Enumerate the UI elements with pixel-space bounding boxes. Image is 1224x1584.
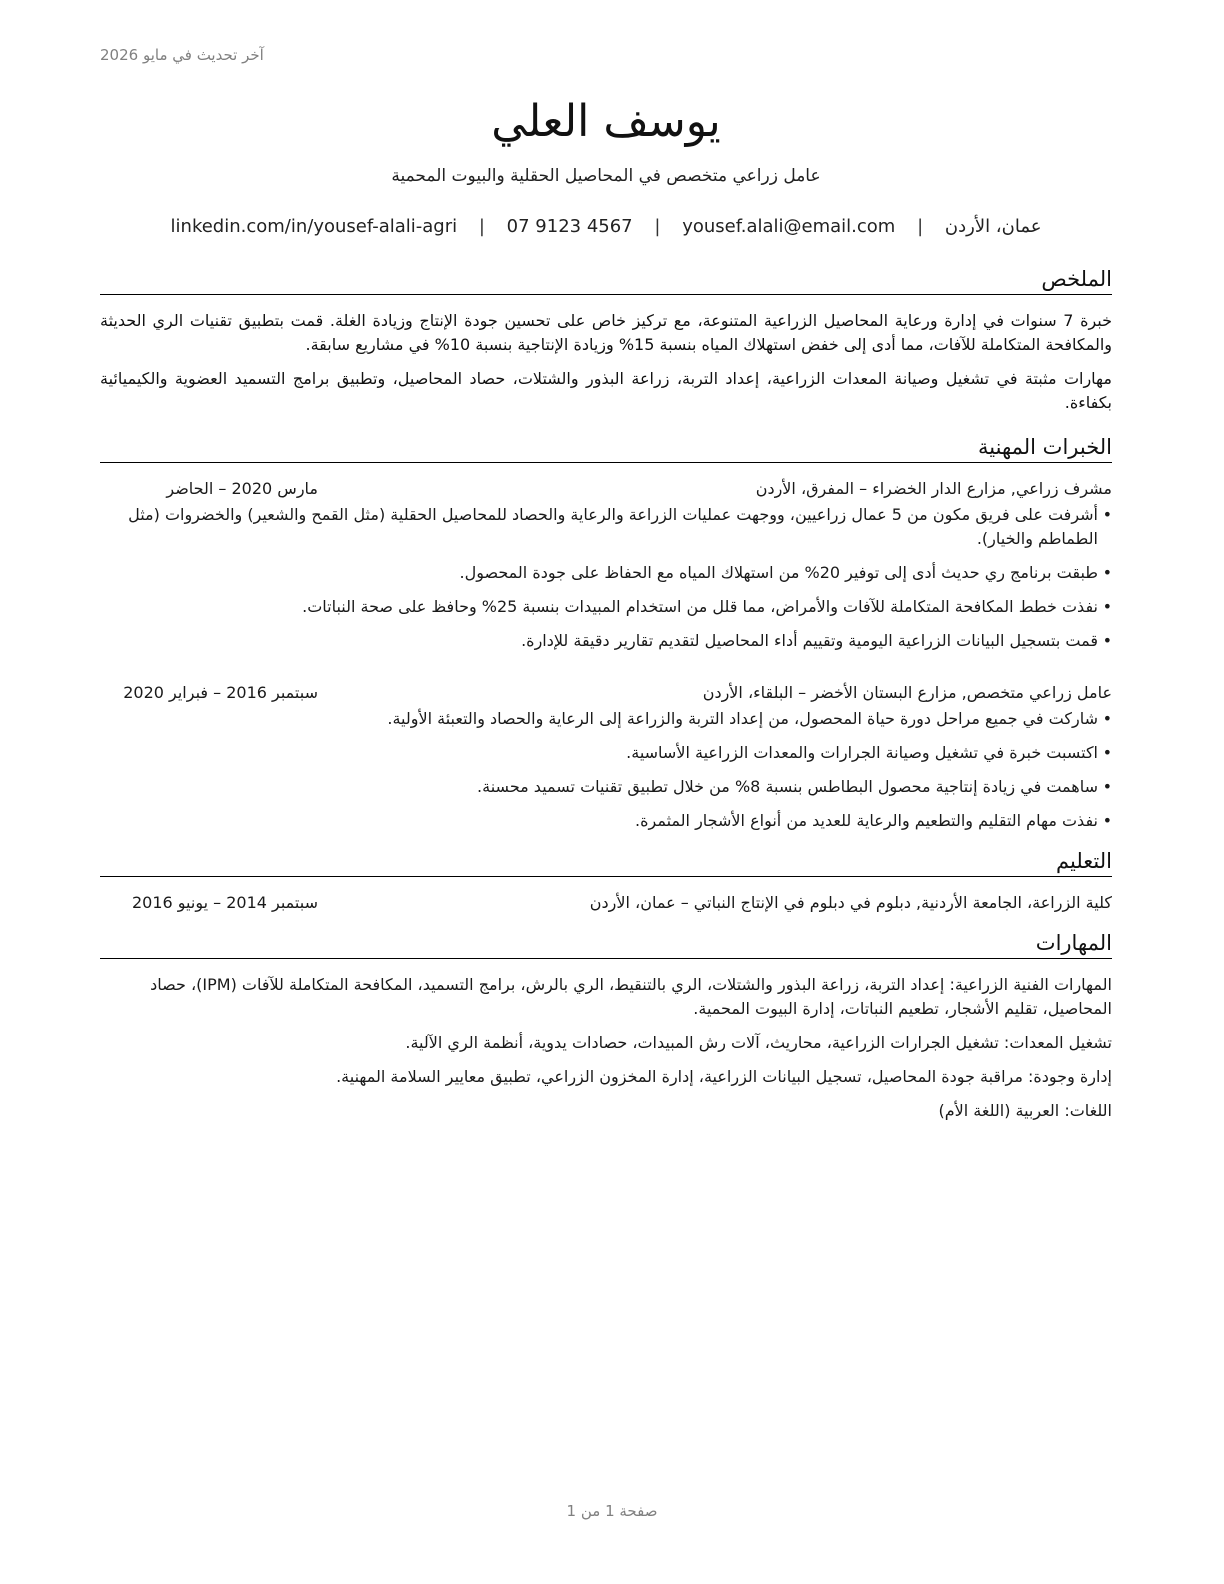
section-title-summary: الملخص [100,265,1112,295]
last-updated-note: آخر تحديث في مايو 2026 [100,46,264,64]
section-title-experience: الخبرات المهنية [100,433,1112,463]
job-bullet: • قمت بتسجيل البيانات الزراعية اليومية وتقييم أداء المحاصيل لتقديم تقارير دقيقة للإدارة. [100,629,1112,653]
job-dates: سبتمبر 2016 – فبراير 2020 [123,683,318,702]
job-bullet: • طبقت برنامج ري حديث أدى إلى توفير 20% من استهلاك المياه مع الحفاظ على جودة المحصول. [100,561,1112,585]
job-title-company: مشرف زراعي, مزارع الدار الخضراء – المفرق، الأردن [755,479,1112,498]
job-bullet: • ساهمت في زيادة إنتاجية محصول البطاطس بنسبة 8% من خلال تطبيق تقنيات تسميد محسنة. [100,775,1112,799]
skill-line: إدارة وجودة: مراقبة جودة المحاصيل، تسجيل البيانات الزراعية، إدارة المخزون الزراعي، تطبيق معايير السلامة المهنية. [336,1067,1112,1086]
section-title-education: التعليم [100,847,1112,877]
job-bullet: • نفذت مهام التقليم والتطعيم والرعاية للعديد من أنواع الأشجار المثمرة. [100,809,1112,833]
summary-paragraph: مهارات مثبتة في تشغيل وصيانة المعدات الزراعية، إعداد التربة، زراعة البذور والشتلات، حصاد المحاصيل، وتطبيق برامج التسميد العضوية والكيميائية بكفاءة. [100,369,1112,412]
summary-section [100,265,1112,415]
education-section [100,847,1112,915]
contact-separator: | [654,216,661,237]
candidate-name: يوسف العلي [491,96,721,147]
contact-separator: | [917,216,924,237]
job-entry [100,477,1112,653]
summary-paragraph: خبرة 7 سنوات في إدارة ورعاية المحاصيل الزراعية المتنوعة، مع تركيز خاص على تحسين جودة الإنتاج وزيادة الغلة. قمت بتطبيق تقنيات الري الحديثة والمكافحة المتكاملة للآفات، مما أدى إلى خفض استهلاك المياه بنسبة 15% وزيادة الإنتاجية بنسبة 10% في مشاريع سابقة. [100,311,1113,354]
contact-linkedin[interactable]: linkedin.com/in/yousef-alali-agri [170,216,458,237]
skill-line: اللغات: العربية (اللغة الأم) [938,1101,1112,1120]
job-bullets [100,503,1112,653]
skills-section [100,929,1112,1123]
education-dates: سبتمبر 2014 – يونيو 2016 [131,893,318,912]
job-dates: مارس 2020 – الحاضر [166,479,318,498]
contact-phone: 07 9123 4567 [506,216,633,237]
job-bullet: • اكتسبت خبرة في تشغيل وصيانة الجرارات والمعدات الزراعية الأساسية. [100,741,1112,765]
job-header [100,477,1112,501]
contact-line [100,216,1112,237]
resume-page [100,92,1112,1123]
job-bullet: • أشرفت على فريق مكون من 5 عمال زراعيين، ووجهت عمليات الزراعة والرعاية والحصاد للمحاصيل الحقلية (مثل القمح والشعير) والخضروات (مثل الطماطم والخيار). [100,503,1112,551]
job-header [100,681,1112,705]
section-title-skills: المهارات [100,929,1112,959]
job-bullets [100,707,1112,833]
job-bullet: • نفذت خطط المكافحة المتكاملة للآفات والأمراض، مما قلل من استخدام المبيدات بنسبة 25% وحافظ على صحة النباتات. [100,595,1112,619]
contact-separator: | [478,216,485,237]
contact-location: عمان، الأردن [944,216,1042,237]
skill-line: تشغيل المعدات: تشغيل الجرارات الزراعية، محاريث، آلات رش المبيدات، حصادات يدوية، أنظمة الري الآلية. [405,1033,1112,1052]
experience-section [100,433,1112,833]
job-bullet: • شاركت في جميع مراحل دورة حياة المحصول، من إعداد التربة والزراعة إلى الرعاية والحصاد والتعبئة الأولية. [100,707,1112,731]
job-title-company: عامل زراعي متخصص, مزارع البستان الأخضر – البلقاء، الأردن [702,683,1112,702]
job-entry [100,681,1112,833]
education-header [100,891,1112,915]
page-number-footer: صفحة 1 من 1 [566,1502,658,1520]
skill-line: المهارات الفنية الزراعية: إعداد التربة، زراعة البذور والشتلات، الري بالتنقيط، الري بالرش، برامج التسميد، المكافحة المتكاملة للآفات (IPM)، حصاد المحاصيل، تقليم الأشجار، تطعيم النباتات، إدارة البيوت المحمية. [150,975,1112,1018]
education-institution: كلية الزراعة، الجامعة الأردنية, دبلوم في دبلوم في الإنتاج النباتي – عمان، الأردن [589,893,1112,912]
contact-email[interactable]: yousef.alali@email.com [682,216,896,237]
candidate-subtitle: عامل زراعي متخصص في المحاصيل الحقلية والبيوت المحمية [391,166,821,186]
